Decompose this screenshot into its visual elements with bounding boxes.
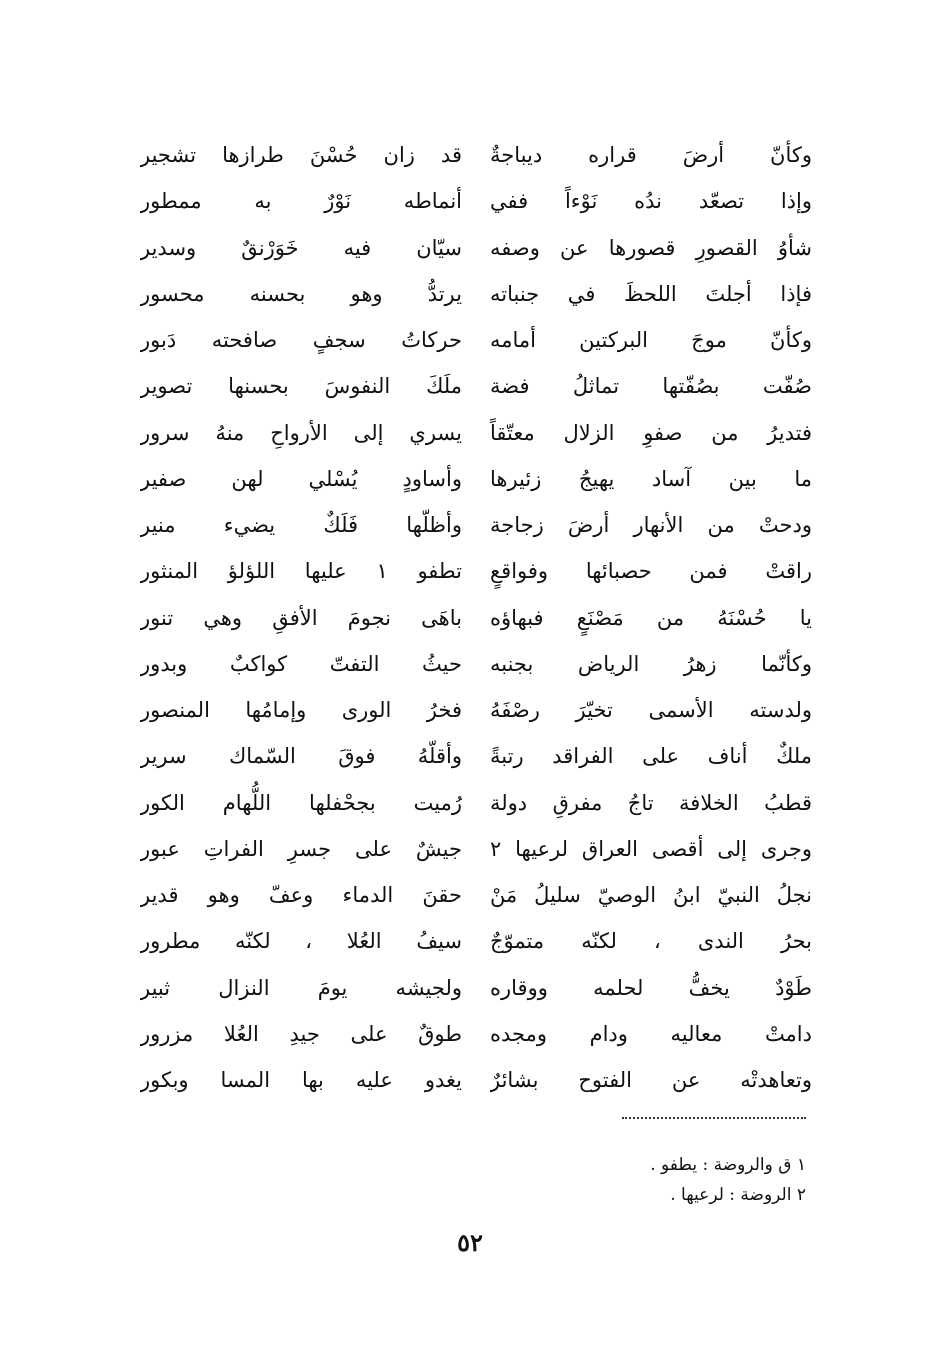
footnote: ١ ق والروضة : يطفو . [650,1155,806,1175]
verse-hemistich-right: ولدسته الأسمى تخيّرَ رصْفَهُ [490,698,812,722]
verse-hemistich-left: باهَى نجومَ الأفقِ وهي تنور [140,605,462,630]
verse-hemistich-right: وجرى إلى أقصى العراق لرعيها ٢ [490,836,812,861]
verse-hemistich-right: ملكٌ أناف على الفراقد رتبةً [490,744,812,769]
verse-hemistich-left: سيفُ العُلا ، لكنّه مطرور [140,929,462,954]
verse-hemistich-left: ملَكَ النفوسَ بحسنها تصوير [140,374,462,399]
verse-hemistich-right: وإذا تصعّد ندُه نَوْءاً ففي [490,189,812,214]
verse-hemistich-right: وكأنّ موجَ البركتين أمامه [490,328,812,352]
verse-hemistich-right: راقتْ فمن حصبائها وفواقعٍ [490,559,812,584]
verse-hemistich-right: فإذا أجلتَ اللحظَ في جنباته [490,281,812,306]
verse-hemistich-right: وتعاهدتْه عن الفتوح بشائرٌ [490,1068,812,1092]
verse-hemistich-left: حقنَ الدماء وعفّ وهو قدير [140,883,462,907]
verse-hemistich-left: طوقٌ على جيدِ العُلا مزرور [140,1021,462,1046]
verse-hemistich-right: نجلُ النبيّ ابنُ الوصيّ سليلُ مَنْ [490,883,812,907]
page-number: ٥٢ [457,1228,483,1257]
verse-hemistich-right: شأوُ القصورِ قصورها عن وصفه [490,235,812,260]
verse-hemistich-left: حركاتُ سجفٍ صافحته دَبور [140,328,462,352]
verse-hemistich-left: فخرُ الورى وإمامُها المنصور [140,698,462,722]
verse-hemistich-right: ما بين آساد يهيجُ زئيرها [490,466,812,491]
verse-hemistich-right: دامتْ معاليه ودام ومجده [490,1021,812,1046]
verse-hemistich-left: أنماطه نَوْرٌ به ممطور [140,189,462,214]
verse-hemistich-left: ولجيشه يومَ النزال ثبير [140,975,462,1000]
verse-hemistich-left: وأساودٍ يُسْلي لهن صفير [140,466,462,491]
footnote-divider [622,1117,806,1119]
footnotes [440,1150,806,1210]
verse-hemistich-left: يغدو عليه بها المسا وبكور [140,1068,462,1092]
verse-hemistich-left: وأظلّها فَلَكٌ يضيء منير [140,513,462,537]
verse-hemistich-right: وكأنّ أرضَ قراره ديباجةٌ [490,143,812,167]
verse-hemistich-right: ودحتْ من الأنهار أرضَ زجاجة [490,513,812,537]
verse-hemistich-right: قطبُ الخلافة تاجُ مفرقِ دولة [490,790,812,815]
verse-hemistich-right: صُفّت بصُفّتها تماثلُ فضة [490,374,812,399]
verse-hemistich-left: قد زان حُسْنَ طرازها تشجير [140,143,462,167]
poem-right-column [490,132,812,1103]
verse-hemistich-left: يرتدُّ وهو بحسنه محسور [140,281,462,306]
verse-hemistich-right: فتديرُ من صفوِ الزلال معتّقاً [490,420,812,445]
verse-hemistich-left: وأقلّهُ فوقَ السّماك سرير [140,744,462,769]
verse-hemistich-left: تطفو ١ عليها اللؤلؤ المنثور [140,559,462,584]
verse-hemistich-left: جيشٌ على جسرِ الفراتِ عبور [140,836,462,861]
verse-hemistich-right: طَوْدٌ يخفُّ لحلمه ووقاره [490,975,812,1000]
verse-hemistich-right: وكأنّما زهرُ الرياض بجنبه [490,651,812,676]
verse-hemistich-left: يسري إلى الأرواحِ منهُ سرور [140,420,462,445]
verse-hemistich-left: سيّان فيه خَوَرْنقٌ وسدير [140,235,462,260]
verse-hemistich-left: رُميت بجحْفلها اللُّهام الكور [140,790,462,815]
footnote: ٢ الروضة : لرعيها . [670,1185,806,1205]
verse-hemistich-left: حيثُ التفتّ كواكبٌ وبدور [140,651,462,676]
poem-left-column [140,132,462,1103]
poem [140,132,812,1103]
verse-hemistich-right: يا حُسْنَهُ من مَصْنَعٍ فبهاؤه [490,605,812,630]
verse-hemistich-right: بحرُ الندى ، لكنّه متموّجٌ [490,929,812,954]
